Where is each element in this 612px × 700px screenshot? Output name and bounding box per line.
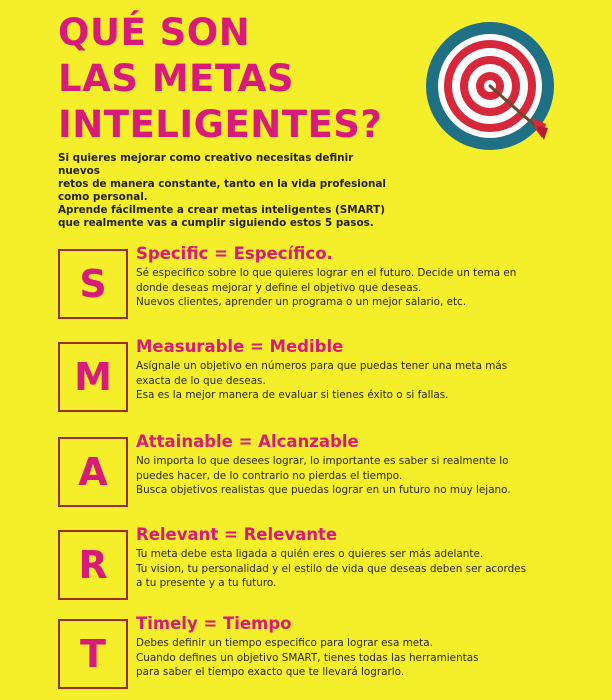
step-heading: Relevant = Relevante (136, 525, 338, 544)
description-line: puedes hacer, de lo contrario no pierdas el tiempo. (136, 469, 403, 482)
description-line: exacta de lo que deseas. (136, 374, 266, 387)
step-heading: Attainable = Alcanzable (136, 432, 359, 451)
description-line: Sé especifico sobre lo que quieres lograr en el futuro. Decide un tema en (136, 267, 517, 279)
smart-letter-box: S (58, 249, 128, 319)
intro-line: retos de manera constante, tanto en la vida profesional (58, 178, 386, 190)
intro-line: como personal. (58, 191, 148, 203)
description-line: a tu presente y a tu futuro. (136, 577, 277, 589)
description-line: No importa lo que desees lograr, lo importante es saber si realmente lo (136, 455, 509, 467)
description-line: Nuevos clientes, aprender un programa o un mejor salario, etc. (136, 296, 467, 308)
step-heading: Specific = Específico. (136, 244, 333, 263)
description-line: Busca objetivos realistas que puedas lograr en un futuro no muy lejano. (136, 484, 511, 496)
intro-line: que realmente vas a cumplir siguiendo estos 5 pasos. (58, 217, 374, 229)
step-description (136, 266, 586, 310)
smart-step-timely (58, 614, 578, 694)
description-line: Asígnale un objetivo en números para que puedas tener una meta más (136, 360, 508, 372)
page-title (58, 10, 398, 148)
smart-letter-box: A (58, 437, 128, 507)
smart-step-relevant (58, 525, 578, 605)
target-with-arrow-icon (424, 20, 556, 152)
step-description (136, 636, 586, 680)
smart-step-measurable (58, 337, 578, 417)
description-line: donde deseas mejorar y define el objetivo que deseas. (136, 281, 422, 294)
step-description (136, 359, 586, 403)
description-line: Debes definir un tiempo especifico para lograr esa meta. (136, 637, 433, 649)
intro-paragraph (58, 152, 388, 230)
step-description (136, 547, 586, 591)
description-line: Esa es la mejor manera de evaluar si tienes éxito o si fallas. (136, 389, 449, 401)
intro-line: Aprende fácilmente a crear metas inteligentes (SMART) (58, 204, 386, 216)
title-line: INTELIGENTES? (58, 103, 383, 146)
smart-step-attainable (58, 432, 578, 512)
intro-line: Si quieres mejorar como creativo necesitas definir nuevos (58, 152, 354, 177)
description-line: Cuando defines un objetivo SMART, tienes todas las herramientas (136, 651, 479, 664)
step-description (136, 454, 586, 498)
description-line: Tu meta debe esta ligada a quién eres o quieres ser más adelante. (136, 548, 484, 560)
smart-step-specific (58, 244, 578, 324)
title-line: LAS METAS (58, 57, 294, 100)
step-heading: Timely = Tiempo (136, 614, 292, 633)
smart-letter-box: T (58, 619, 128, 689)
smart-letter-box: M (58, 342, 128, 412)
description-line: para saber el tiempo exacto que te llevará lograrlo. (136, 666, 405, 678)
smart-letter-box: R (58, 530, 128, 600)
description-line: Tu vision, tu personalidad y el estilo de vida que deseas deben ser acordes (136, 562, 526, 575)
title-line: QUÉ SON (58, 11, 251, 54)
step-heading: Measurable = Medible (136, 337, 344, 356)
